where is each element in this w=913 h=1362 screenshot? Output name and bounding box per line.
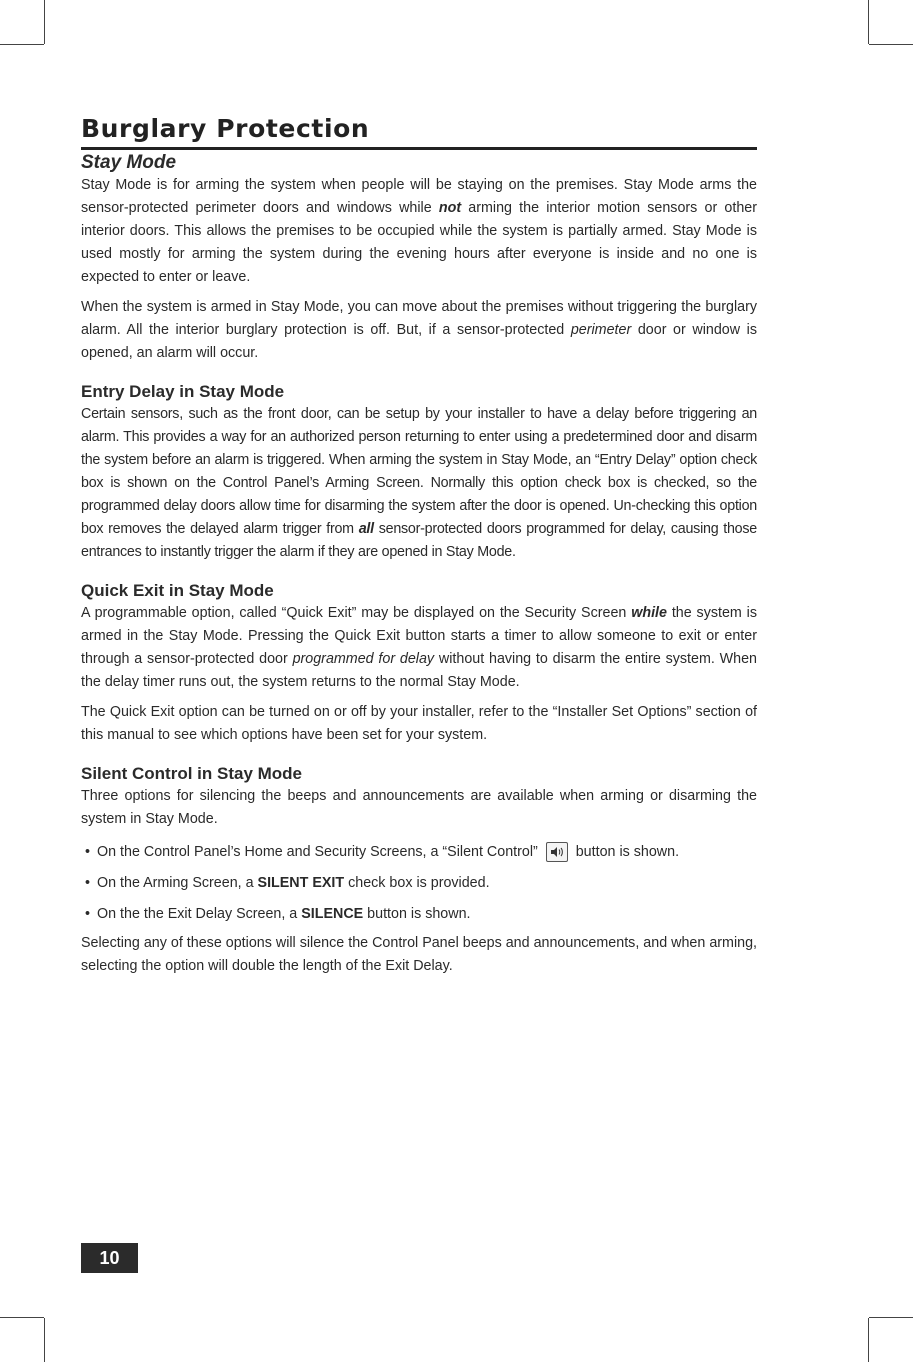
page-number: 10 <box>81 1243 138 1273</box>
crop-mark <box>0 44 44 45</box>
silent-control-list <box>81 841 757 926</box>
quick-exit-paragraph-1: A programmable option, called “Quick Exit” may be displayed on the Security Screen while the system is armed in the Stay Mode. Pressing the Quick Exit button starts a timer to allow someone to exit or enter through a sensor-protected door programmed for delay without having to disarm the entire system. When the delay timer runs out, the system returns to the normal Stay Mode. <box>81 605 758 690</box>
entry-delay-heading: Entry Delay in Stay Mode <box>81 382 285 401</box>
entry-delay-paragraph: Certain sensors, such as the front door, can be setup by your installer to have a delay before triggering an alarm. This provides a way for an authorized person returning to enter using a predetermined door and disarm the system before an alarm is triggered. When arming the system in Stay Mode, an “Entry Delay” option check box is shown on the Control Panel’s Arming Screen. Normally this option check box is checked, so the programmed delay doors allow time for disarming the system after the door is opened. Un-checking this option box removes the delayed alarm trigger from all sensor-protected doors programmed for delay, causing those entrances to instantly trigger the alarm if they are opened in Stay Mode. <box>81 406 757 560</box>
crop-mark <box>44 1318 45 1362</box>
page-title: Burglary Protection <box>81 114 370 143</box>
speaker-icon <box>546 842 568 862</box>
crop-mark <box>0 1317 44 1318</box>
crop-mark <box>869 44 913 45</box>
list-item: • On the Arming Screen, a SILENT EXIT check box is provided. <box>85 875 490 891</box>
silent-control-paragraph-2: Selecting any of these options will silence the Control Panel beeps and announcements, and when arming, selecting the option will double the length of the Exit Delay. <box>81 935 757 974</box>
silent-control-heading: Silent Control in Stay Mode <box>81 764 303 783</box>
stay-mode-paragraph-1: Stay Mode is for arming the system when people will be staying on the premises. Stay Mode arms the sensor-protected perimeter doors and windows while not arming the interior motion sensors or other interior doors. This allows the premises to be occupied while the system is partially armed. Stay Mode is used mostly for arming the system during the evening hours after everyone is inside and no one is expected to enter or leave. <box>81 177 757 285</box>
crop-mark <box>869 1317 913 1318</box>
crop-mark <box>868 1318 869 1362</box>
list-item: • On the Control Panel’s Home and Security Screens, a “Silent Control” button is shown. <box>81 841 757 864</box>
stay-mode-paragraph-2: When the system is armed in Stay Mode, you can move about the premises without triggering the burglary alarm. All the interior burglary protection is off. But, if a sensor-protected perimeter door or window is opened, an alarm will occur. <box>81 299 757 361</box>
crop-mark <box>44 0 45 44</box>
quick-exit-paragraph-2: The Quick Exit option can be turned on or off by your installer, refer to the “Installer Set Options” section of this manual to see which options have been set for your system. <box>81 704 757 743</box>
page-content <box>81 112 757 978</box>
crop-mark <box>868 0 869 44</box>
quick-exit-heading: Quick Exit in Stay Mode <box>81 581 274 600</box>
list-item: • On the the Exit Delay Screen, a SILENCE button is shown. <box>85 906 471 922</box>
stay-mode-heading: Stay Mode <box>81 152 177 173</box>
silent-control-paragraph-1: Three options for silencing the beeps and announcements are available when arming or disarming the system in Stay Mode. <box>81 788 757 827</box>
title-rule <box>81 147 757 150</box>
